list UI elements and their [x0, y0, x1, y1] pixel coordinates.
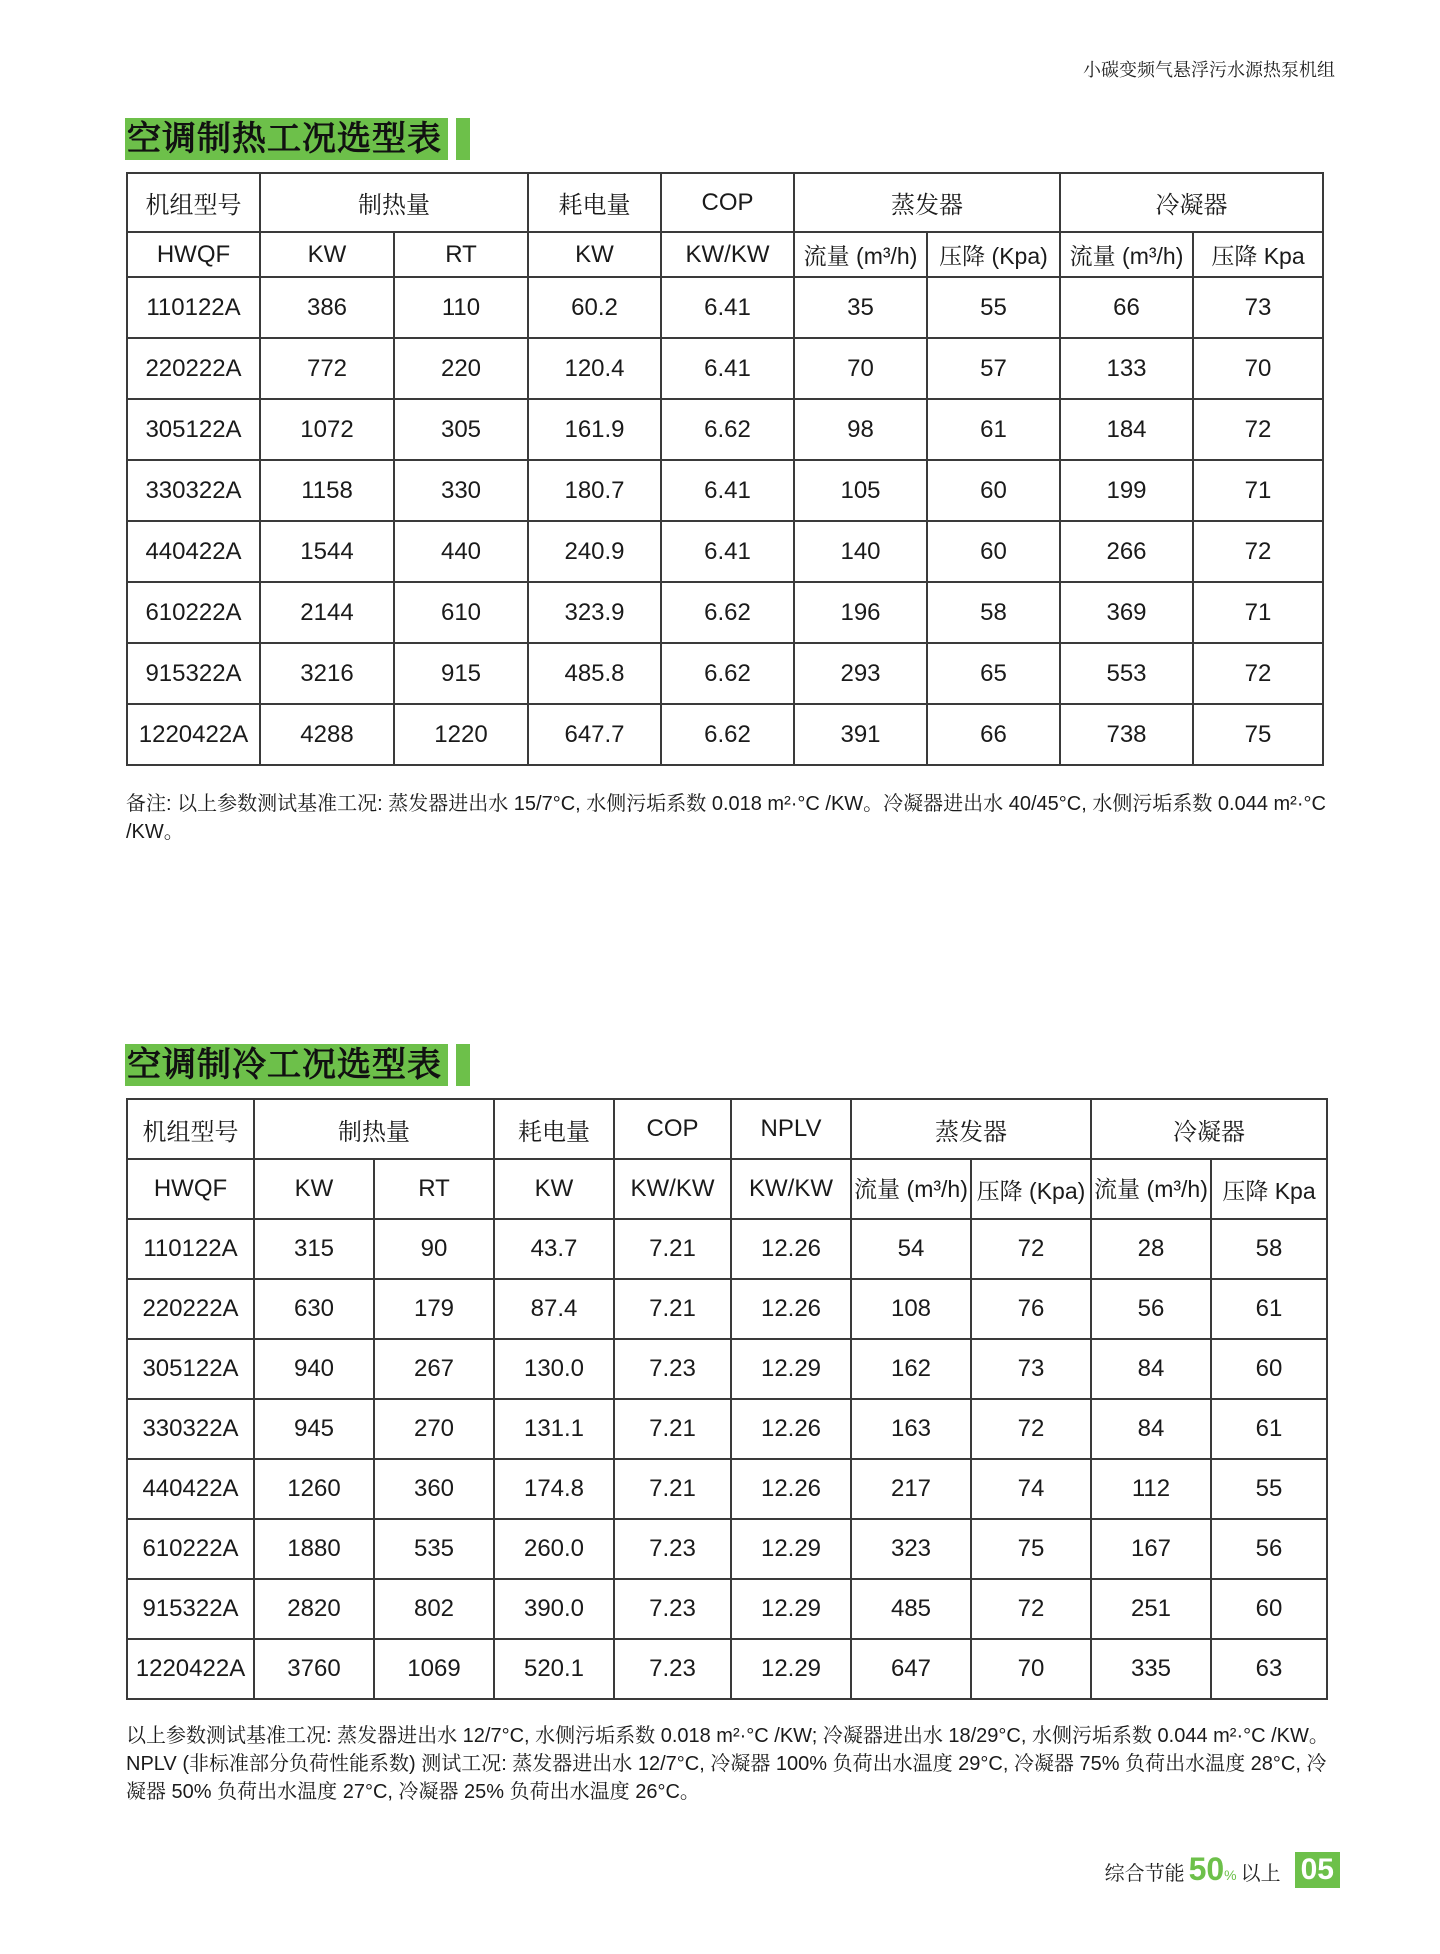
model-cell: 220222A	[127, 1279, 254, 1339]
table-row	[127, 1459, 1327, 1519]
table-cell: 305	[394, 399, 528, 460]
table-cell: 251	[1091, 1579, 1211, 1639]
table-cell: 74	[971, 1459, 1091, 1519]
table-cell: 647	[851, 1639, 971, 1699]
cooling-note-text-1: 以上参数测试基准工况: 蒸发器进出水 12/7°C, 水侧污垢系数 0.018 m²·°C /KW; 冷凝器进出水 18/29°C, 水侧污垢系数 0.044 m²·°C /KW。	[126, 1725, 1329, 1747]
model-cell: 330322A	[127, 460, 260, 521]
model-cell: 110122A	[127, 1219, 254, 1279]
header-cell: 耗电量	[528, 173, 661, 232]
table-cell: 63	[1211, 1639, 1327, 1699]
table-cell: 7.21	[614, 1459, 731, 1519]
table-cell: 12.29	[731, 1639, 851, 1699]
table-cell: 535	[374, 1519, 494, 1579]
table-cell: 28	[1091, 1219, 1211, 1279]
table-cell: 105	[794, 460, 927, 521]
cooling-section-title	[125, 1044, 470, 1086]
table-cell: 161.9	[528, 399, 661, 460]
table-cell: 72	[1193, 643, 1323, 704]
table-cell: 57	[927, 338, 1060, 399]
table-cell: 163	[851, 1399, 971, 1459]
table-cell: 3760	[254, 1639, 374, 1699]
table-row	[127, 277, 1323, 338]
table-cell: 71	[1193, 582, 1323, 643]
model-cell: 915322A	[127, 643, 260, 704]
header-cell: KW	[254, 1159, 374, 1219]
table-header-row	[127, 1099, 1327, 1159]
model-cell: 1220422A	[127, 704, 260, 765]
table-cell: 75	[1193, 704, 1323, 765]
table-cell: 84	[1091, 1339, 1211, 1399]
model-cell: 1220422A	[127, 1639, 254, 1699]
table-cell: 110	[394, 277, 528, 338]
table-cell: 184	[1060, 399, 1193, 460]
header-cell: KW	[260, 232, 394, 277]
header-cell: 制热量	[260, 173, 528, 232]
table-cell: 335	[1091, 1639, 1211, 1699]
table-cell: 133	[1060, 338, 1193, 399]
table-cell: 553	[1060, 643, 1193, 704]
table-cell: 3216	[260, 643, 394, 704]
footer	[1105, 1851, 1340, 1888]
header-cell: 蒸发器	[851, 1099, 1091, 1159]
table-cell: 12.26	[731, 1219, 851, 1279]
table-cell: 56	[1211, 1519, 1327, 1579]
table-cell: 391	[794, 704, 927, 765]
table-cell: 7.21	[614, 1219, 731, 1279]
table-cell: 167	[1091, 1519, 1211, 1579]
header-cell: 压降 (Kpa)	[927, 232, 1060, 277]
table-cell: 75	[971, 1519, 1091, 1579]
header-cell: COP	[614, 1099, 731, 1159]
table-cell: 87.4	[494, 1279, 614, 1339]
table-cell: 72	[971, 1399, 1091, 1459]
table-cell: 66	[1060, 277, 1193, 338]
table-row	[127, 399, 1323, 460]
table-cell: 65	[927, 643, 1060, 704]
title-accent-tab	[456, 118, 470, 160]
table-cell: 73	[1193, 277, 1323, 338]
table-cell: 945	[254, 1399, 374, 1459]
model-cell: 220222A	[127, 338, 260, 399]
table-cell: 72	[971, 1219, 1091, 1279]
table-cell: 1260	[254, 1459, 374, 1519]
model-cell: 330322A	[127, 1399, 254, 1459]
table-cell: 72	[971, 1579, 1091, 1639]
model-cell: 110122A	[127, 277, 260, 338]
table-cell: 6.41	[661, 338, 794, 399]
table-cell: 240.9	[528, 521, 661, 582]
table-cell: 7.21	[614, 1279, 731, 1339]
table-cell: 217	[851, 1459, 971, 1519]
header-cell: RT	[394, 232, 528, 277]
header-cell: COP	[661, 173, 794, 232]
table-cell: 61	[1211, 1279, 1327, 1339]
table-cell: 630	[254, 1279, 374, 1339]
table-cell: 72	[1193, 399, 1323, 460]
table-cell: 70	[794, 338, 927, 399]
heating-table-body	[127, 277, 1323, 765]
table-cell: 6.41	[661, 277, 794, 338]
table-cell: 58	[1211, 1219, 1327, 1279]
slogan-prefix: 综合节能	[1104, 1863, 1185, 1885]
model-cell: 440422A	[127, 1459, 254, 1519]
table-cell: 72	[1193, 521, 1323, 582]
table-cell: 61	[1211, 1399, 1327, 1459]
header-cell: 压降 Kpa	[1193, 232, 1323, 277]
table-subheader-row	[127, 1159, 1327, 1219]
header-cell: 蒸发器	[794, 173, 1060, 232]
table-cell: 4288	[260, 704, 394, 765]
table-cell: 54	[851, 1219, 971, 1279]
header-cell: 压降 Kpa	[1211, 1159, 1327, 1219]
heating-title-text: 空调制热工况选型表	[125, 118, 448, 160]
table-cell: 56	[1091, 1279, 1211, 1339]
table-row	[127, 1399, 1327, 1459]
table-cell: 520.1	[494, 1639, 614, 1699]
table-cell: 267	[374, 1339, 494, 1399]
table-row	[127, 704, 1323, 765]
table-cell: 12.29	[731, 1339, 851, 1399]
table-cell: 140	[794, 521, 927, 582]
table-cell: 915	[394, 643, 528, 704]
table-cell: 485.8	[528, 643, 661, 704]
cooling-note	[126, 1722, 1336, 1806]
table-cell: 330	[394, 460, 528, 521]
table-cell: 2820	[254, 1579, 374, 1639]
table-cell: 2144	[260, 582, 394, 643]
table-cell: 7.23	[614, 1579, 731, 1639]
table-row	[127, 1279, 1327, 1339]
table-cell: 440	[394, 521, 528, 582]
table-cell: 369	[1060, 582, 1193, 643]
table-cell: 270	[374, 1399, 494, 1459]
table-cell: 60.2	[528, 277, 661, 338]
table-cell: 12.29	[731, 1579, 851, 1639]
table-cell: 315	[254, 1219, 374, 1279]
table-row	[127, 1519, 1327, 1579]
table-cell: 58	[927, 582, 1060, 643]
table-row	[127, 521, 1323, 582]
table-cell: 738	[1060, 704, 1193, 765]
table-cell: 199	[1060, 460, 1193, 521]
header-cell: 流量 (m³/h)	[794, 232, 927, 277]
model-cell: 440422A	[127, 521, 260, 582]
table-row	[127, 1639, 1327, 1699]
title-accent-tab	[456, 1044, 470, 1086]
header-cell: 机组型号	[127, 1099, 254, 1159]
table-cell: 802	[374, 1579, 494, 1639]
table-cell: 43.7	[494, 1219, 614, 1279]
header-cell: 耗电量	[494, 1099, 614, 1159]
model-cell: 610222A	[127, 582, 260, 643]
table-cell: 6.62	[661, 704, 794, 765]
header-cell: NPLV	[731, 1099, 851, 1159]
table-cell: 7.21	[614, 1399, 731, 1459]
cooling-title-text: 空调制冷工况选型表	[125, 1044, 448, 1086]
header-cell: KW	[528, 232, 661, 277]
model-cell: 305122A	[127, 1339, 254, 1399]
table-cell: 1072	[260, 399, 394, 460]
table-cell: 71	[1193, 460, 1323, 521]
slogan-percent-sign: %	[1224, 1867, 1237, 1883]
table-cell: 1158	[260, 460, 394, 521]
heating-section-title	[125, 118, 470, 160]
header-cell: 流量 (m³/h)	[851, 1159, 971, 1219]
table-cell: 76	[971, 1279, 1091, 1339]
table-cell: 7.23	[614, 1639, 731, 1699]
table-cell: 260.0	[494, 1519, 614, 1579]
table-row	[127, 460, 1323, 521]
table-cell: 73	[971, 1339, 1091, 1399]
table-cell: 940	[254, 1339, 374, 1399]
header-cell: 制热量	[254, 1099, 494, 1159]
table-cell: 180.7	[528, 460, 661, 521]
table-cell: 485	[851, 1579, 971, 1639]
table-cell: 60	[927, 460, 1060, 521]
table-cell: 162	[851, 1339, 971, 1399]
table-header-row	[127, 173, 1323, 232]
table-cell: 12.29	[731, 1519, 851, 1579]
table-cell: 174.8	[494, 1459, 614, 1519]
header-cell: 流量 (m³/h)	[1060, 232, 1193, 277]
table-cell: 1220	[394, 704, 528, 765]
table-cell: 179	[374, 1279, 494, 1339]
header-cell: KW/KW	[661, 232, 794, 277]
header-cell: 冷凝器	[1060, 173, 1323, 232]
table-cell: 12.26	[731, 1459, 851, 1519]
header-cell: KW	[494, 1159, 614, 1219]
table-cell: 220	[394, 338, 528, 399]
table-cell: 6.41	[661, 521, 794, 582]
model-cell: 610222A	[127, 1519, 254, 1579]
table-cell: 108	[851, 1279, 971, 1339]
table-cell: 266	[1060, 521, 1193, 582]
table-subheader-row	[127, 232, 1323, 277]
table-row	[127, 643, 1323, 704]
header-title: 小碳变频气悬浮污水源热泵机组	[1083, 60, 1335, 80]
table-cell: 112	[1091, 1459, 1211, 1519]
table-cell: 6.62	[661, 643, 794, 704]
heating-note	[126, 790, 1336, 846]
header-cell: 压降 (Kpa)	[971, 1159, 1091, 1219]
table-cell: 90	[374, 1219, 494, 1279]
table-cell: 12.26	[731, 1399, 851, 1459]
header-cell: 机组型号	[127, 173, 260, 232]
table-cell: 647.7	[528, 704, 661, 765]
table-row	[127, 1339, 1327, 1399]
header-cell: 冷凝器	[1091, 1099, 1327, 1159]
table-cell: 60	[927, 521, 1060, 582]
header-cell: KW/KW	[731, 1159, 851, 1219]
table-cell: 70	[1193, 338, 1323, 399]
cooling-note-text-2: NPLV (非标准部分负荷性能系数) 测试工况: 蒸发器进出水 12/7°C, 冷凝器 100% 负荷出水温度 29°C, 冷凝器 75% 负荷出水温度 28°C, 冷凝器 50% 负荷出水温度 27°C, 冷凝器 25% 负荷出水温度 26°C。	[126, 1753, 1327, 1803]
table-cell: 55	[1211, 1459, 1327, 1519]
header-cell: HWQF	[127, 232, 260, 277]
table-cell: 386	[260, 277, 394, 338]
table-cell: 360	[374, 1459, 494, 1519]
table-cell: 12.26	[731, 1279, 851, 1339]
header-cell: KW/KW	[614, 1159, 731, 1219]
table-cell: 35	[794, 277, 927, 338]
table-cell: 6.62	[661, 399, 794, 460]
table-cell: 1544	[260, 521, 394, 582]
table-cell: 772	[260, 338, 394, 399]
table-cell: 1069	[374, 1639, 494, 1699]
table-cell: 131.1	[494, 1399, 614, 1459]
table-cell: 323	[851, 1519, 971, 1579]
table-cell: 7.23	[614, 1339, 731, 1399]
slogan-percent-number: 50	[1188, 1851, 1225, 1887]
table-cell: 70	[971, 1639, 1091, 1699]
table-cell: 60	[1211, 1339, 1327, 1399]
table-cell: 390.0	[494, 1579, 614, 1639]
table-cell: 98	[794, 399, 927, 460]
header-cell: 流量 (m³/h)	[1091, 1159, 1211, 1219]
header-cell: HWQF	[127, 1159, 254, 1219]
model-cell: 915322A	[127, 1579, 254, 1639]
table-cell: 293	[794, 643, 927, 704]
table-cell: 60	[1211, 1579, 1327, 1639]
table-cell: 610	[394, 582, 528, 643]
model-cell: 305122A	[127, 399, 260, 460]
table-row	[127, 582, 1323, 643]
table-cell: 196	[794, 582, 927, 643]
table-row	[127, 1219, 1327, 1279]
table-cell: 130.0	[494, 1339, 614, 1399]
table-cell: 6.62	[661, 582, 794, 643]
heating-spec-table	[126, 172, 1324, 766]
cooling-table-body	[127, 1219, 1327, 1699]
footer-slogan	[1105, 1851, 1281, 1888]
table-cell: 84	[1091, 1399, 1211, 1459]
heating-note-text: 备注: 以上参数测试基准工况: 蒸发器进出水 15/7°C, 水侧污垢系数 0.018 m²·°C /KW。冷凝器进出水 40/45°C, 水侧污垢系数 0.044 m²·°C /KW。	[126, 793, 1326, 843]
header-cell: RT	[374, 1159, 494, 1219]
table-cell: 120.4	[528, 338, 661, 399]
table-cell: 6.41	[661, 460, 794, 521]
table-cell: 7.23	[614, 1519, 731, 1579]
cooling-spec-table	[126, 1098, 1328, 1700]
table-cell: 66	[927, 704, 1060, 765]
table-cell: 61	[927, 399, 1060, 460]
table-cell: 55	[927, 277, 1060, 338]
page-number: 05	[1295, 1852, 1340, 1888]
table-cell: 323.9	[528, 582, 661, 643]
slogan-suffix: 以上	[1240, 1863, 1281, 1885]
table-row	[127, 1579, 1327, 1639]
table-row	[127, 338, 1323, 399]
table-cell: 1880	[254, 1519, 374, 1579]
